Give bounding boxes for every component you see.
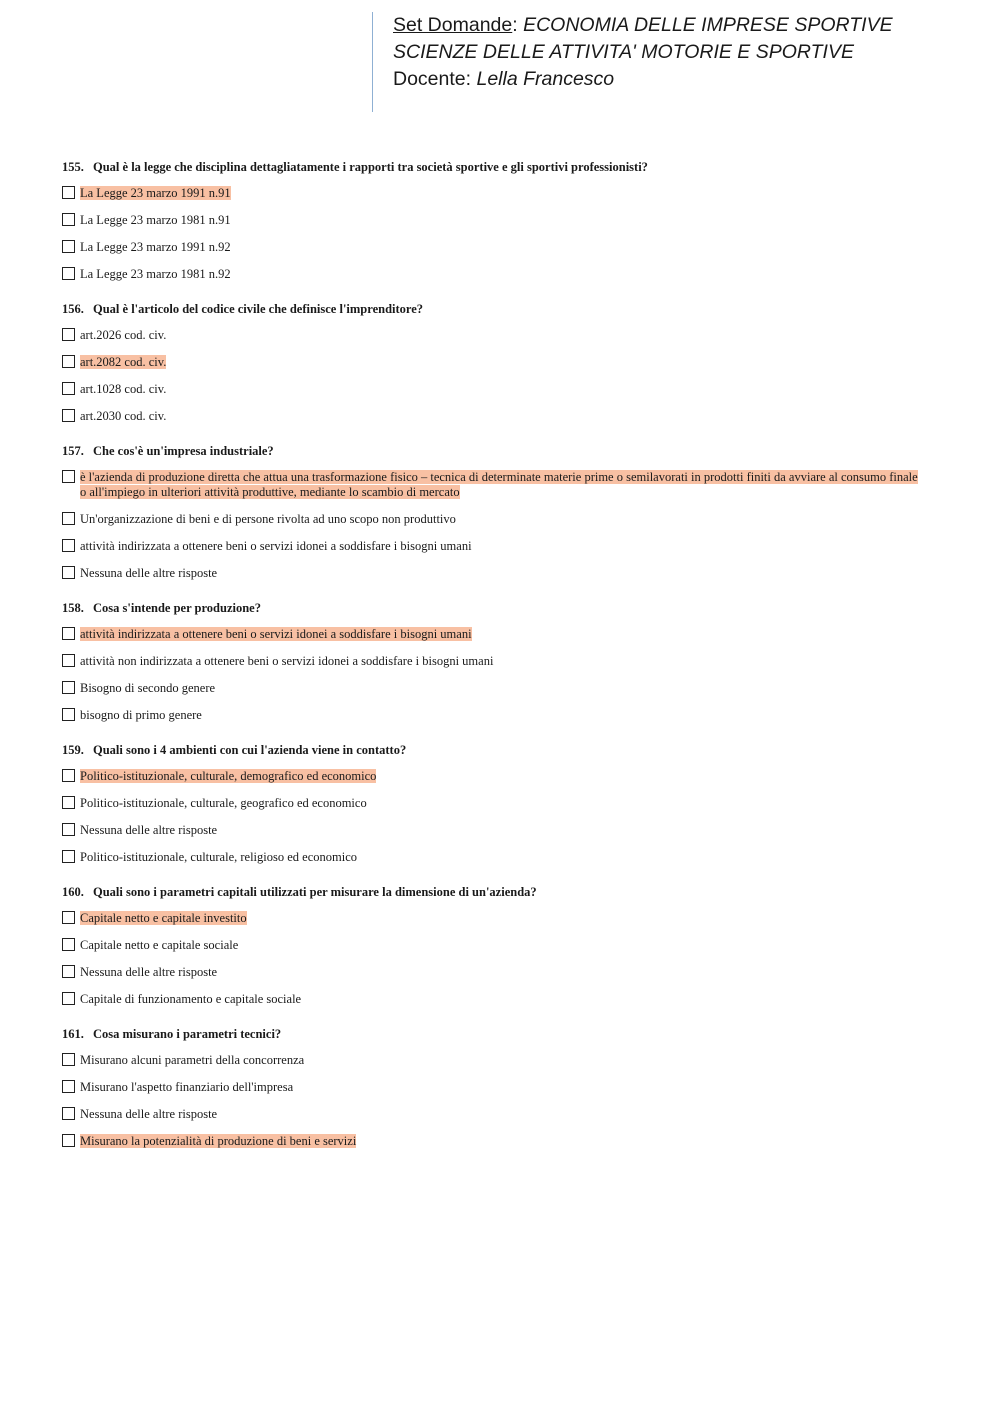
course-title: ECONOMIA DELLE IMPRESE SPORTIVE <box>523 14 893 36</box>
answer-text: attività indirizzata a ottenere beni o servizi idonei a soddisfare i bisogni umani <box>80 627 472 641</box>
answer-checkbox[interactable] <box>62 681 75 694</box>
answer-text: è l'azienda di produzione diretta che attua una trasformazione fisico – tecnica di determinate materie prime o semilavorati in prodotti finiti da avviare al consumo finale o all'impiego in ulteriori attività produttive, mediante lo scambio di mercato <box>80 470 918 499</box>
answer-checkbox[interactable] <box>62 186 75 199</box>
answer-text: La Legge 23 marzo 1981 n.92 <box>80 267 231 281</box>
answer-checkbox[interactable] <box>62 654 75 667</box>
question-title <box>62 884 922 901</box>
answer-option <box>62 654 922 670</box>
answer-text: Misurano la potenzialità di produzione di beni e servizi <box>80 1134 357 1148</box>
question-block <box>62 1026 922 1150</box>
answer-checkbox[interactable] <box>62 240 75 253</box>
answer-text: attività indirizzata a ottenere beni o servizi idonei a soddisfare i bisogni umani <box>80 539 472 553</box>
question-block <box>62 884 922 1008</box>
teacher-name: Lella Francesco <box>476 68 615 90</box>
answer-text: Capitale di funzionamento e capitale sociale <box>80 992 302 1006</box>
answer-option-correct <box>62 186 922 202</box>
degree-line <box>393 39 893 66</box>
answer-text: Nessuna delle altre risposte <box>80 566 218 580</box>
answer-option <box>62 267 922 283</box>
degree-name: SCIENZE DELLE ATTIVITA' MOTORIE E SPORTIVE <box>393 41 854 63</box>
question-text: Quali sono i 4 ambienti con cui l'azienda viene in contatto? <box>93 743 407 757</box>
question-text: Quali sono i parametri capitali utilizzati per misurare la dimensione di un'azienda? <box>93 885 537 899</box>
answer-checkbox[interactable] <box>62 796 75 809</box>
answer-option <box>62 1107 922 1123</box>
answer-text: Nessuna delle altre risposte <box>80 965 218 979</box>
answer-text: La Legge 23 marzo 1991 n.91 <box>80 186 231 200</box>
question-number: 161. <box>62 1027 84 1041</box>
answer-checkbox[interactable] <box>62 627 75 640</box>
answer-option-correct <box>62 911 922 927</box>
answer-checkbox[interactable] <box>62 409 75 422</box>
answer-checkbox[interactable] <box>62 1107 75 1120</box>
answer-text: Misurano l'aspetto finanziario dell'impresa <box>80 1080 294 1094</box>
answer-text: art.2026 cod. civ. <box>80 328 167 342</box>
answer-checkbox[interactable] <box>62 1080 75 1093</box>
answer-text: La Legge 23 marzo 1981 n.91 <box>80 213 231 227</box>
question-title <box>62 301 922 318</box>
answer-checkbox[interactable] <box>62 512 75 525</box>
answer-checkbox[interactable] <box>62 850 75 863</box>
answer-text: Capitale netto e capitale investito <box>80 911 247 925</box>
answer-text: Politico-istituzionale, culturale, religioso ed economico <box>80 850 358 864</box>
answer-option <box>62 539 922 555</box>
answer-option <box>62 850 922 866</box>
question-title <box>62 1026 922 1043</box>
answer-text: bisogno di primo genere <box>80 708 202 722</box>
answer-text: Nessuna delle altre risposte <box>80 823 218 837</box>
answer-checkbox[interactable] <box>62 992 75 1005</box>
question-list <box>62 159 922 1168</box>
answer-checkbox[interactable] <box>62 1053 75 1066</box>
answer-option <box>62 823 922 839</box>
answer-option <box>62 681 922 697</box>
course-line: Set Domande: ECONOMIA DELLE IMPRESE SPORTIVE <box>393 14 893 36</box>
answer-text: Bisogno di secondo genere <box>80 681 216 695</box>
question-block <box>62 742 922 866</box>
answer-text: art.1028 cod. civ. <box>80 382 167 396</box>
answer-checkbox[interactable] <box>62 470 75 483</box>
answer-checkbox[interactable] <box>62 938 75 951</box>
answer-checkbox[interactable] <box>62 213 75 226</box>
question-block <box>62 600 922 724</box>
answer-text: art.2030 cod. civ. <box>80 409 167 423</box>
answer-option <box>62 566 922 582</box>
question-text: Qual è la legge che disciplina dettagliatamente i rapporti tra società sportive e gli sportivi professionisti? <box>93 160 648 174</box>
answer-option <box>62 512 922 528</box>
answer-option <box>62 409 922 425</box>
answer-checkbox[interactable] <box>62 823 75 836</box>
answer-checkbox[interactable] <box>62 965 75 978</box>
answer-text: Un'organizzazione di beni e di persone rivolta ad uno scopo non produttivo <box>80 512 456 526</box>
answer-option <box>62 796 922 812</box>
answer-checkbox[interactable] <box>62 355 75 368</box>
question-text: Cosa misurano i parametri tecnici? <box>93 1027 282 1041</box>
answer-text: Politico-istituzionale, culturale, geografico ed economico <box>80 796 367 810</box>
set-label: Set Domande <box>393 14 513 36</box>
answer-option-correct <box>62 355 922 371</box>
answer-checkbox[interactable] <box>62 769 75 782</box>
answer-option <box>62 708 922 724</box>
question-number: 157. <box>62 444 84 458</box>
answer-text: art.2082 cod. civ. <box>80 355 167 369</box>
question-number: 160. <box>62 885 84 899</box>
question-text: Cosa s'intende per produzione? <box>93 601 261 615</box>
question-title <box>62 742 922 759</box>
question-title <box>62 443 922 460</box>
answer-checkbox[interactable] <box>62 267 75 280</box>
answer-option <box>62 965 922 981</box>
answer-text: Nessuna delle altre risposte <box>80 1107 218 1121</box>
answer-checkbox[interactable] <box>62 539 75 552</box>
answer-checkbox[interactable] <box>62 328 75 341</box>
question-block <box>62 159 922 283</box>
question-title <box>62 600 922 617</box>
question-number: 156. <box>62 302 84 316</box>
answer-text: Misurano alcuni parametri della concorrenza <box>80 1053 305 1067</box>
question-title <box>62 159 922 176</box>
answer-option <box>62 240 922 256</box>
answer-option-correct <box>62 769 922 785</box>
question-block <box>62 301 922 425</box>
teacher-line <box>393 66 893 93</box>
answer-checkbox[interactable] <box>62 708 75 721</box>
answer-option <box>62 382 922 398</box>
document-header <box>372 12 893 112</box>
answer-checkbox[interactable] <box>62 382 75 395</box>
answer-option <box>62 992 922 1008</box>
answer-option-correct <box>62 627 922 643</box>
answer-checkbox[interactable] <box>62 1134 75 1147</box>
question-number: 159. <box>62 743 84 757</box>
question-text: Qual è l'articolo del codice civile che definisce l'imprenditore? <box>93 302 424 316</box>
answer-checkbox[interactable] <box>62 566 75 579</box>
answer-option-correct <box>62 1134 922 1150</box>
answer-option-correct <box>62 470 922 500</box>
answer-option <box>62 328 922 344</box>
answer-option <box>62 213 922 229</box>
answer-checkbox[interactable] <box>62 911 75 924</box>
teacher-label: Docente: <box>393 68 472 90</box>
answer-option <box>62 1080 922 1096</box>
answer-option <box>62 938 922 954</box>
answer-text: Politico-istituzionale, culturale, demografico ed economico <box>80 769 377 783</box>
question-number: 155. <box>62 160 84 174</box>
answer-option <box>62 1053 922 1069</box>
question-block <box>62 443 922 582</box>
answer-text: attività non indirizzata a ottenere beni o servizi idonei a soddisfare i bisogni umani <box>80 654 494 668</box>
question-number: 158. <box>62 601 84 615</box>
question-text: Che cos'è un'impresa industriale? <box>93 444 274 458</box>
answer-text: Capitale netto e capitale sociale <box>80 938 239 952</box>
answer-text: La Legge 23 marzo 1991 n.92 <box>80 240 231 254</box>
